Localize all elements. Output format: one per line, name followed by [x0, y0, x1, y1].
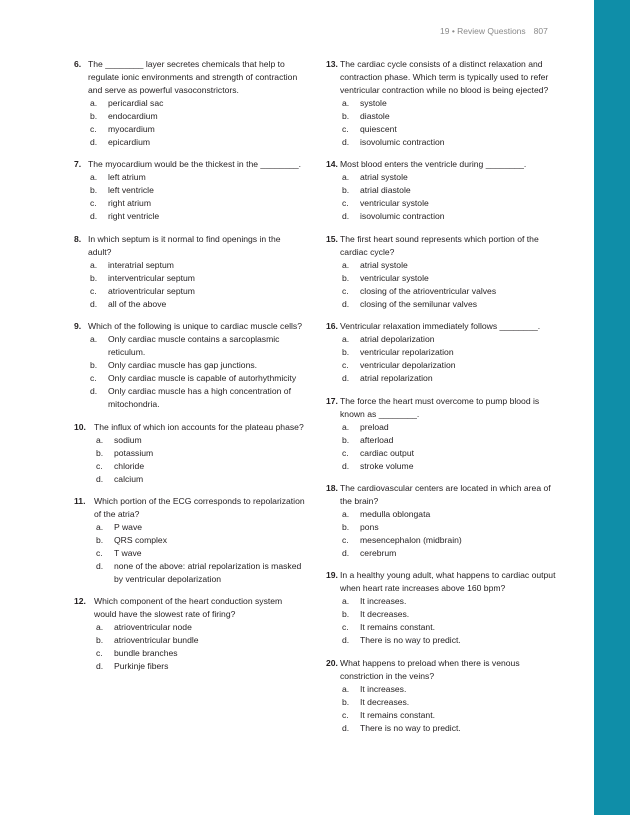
question-stem — [326, 158, 560, 171]
option-letter: d. — [90, 137, 98, 147]
answer-option — [74, 385, 306, 411]
answer-option — [74, 621, 306, 634]
answer-option — [326, 696, 560, 709]
question-number: 15. — [326, 233, 338, 244]
question-10 — [74, 421, 306, 486]
option-text: isovolumic contraction — [360, 137, 445, 147]
option-letter: d. — [342, 211, 350, 222]
option-letter: a. — [342, 683, 350, 694]
question-text: Which component of the heart conduction system would have the slowest rate of firing? — [94, 596, 283, 620]
option-text: afterload — [360, 434, 394, 445]
answer-option — [74, 447, 306, 460]
question-text: The first heart sound represents which portion of the cardiac cycle? — [340, 233, 539, 257]
answer-option — [326, 333, 560, 346]
answer-option — [74, 634, 306, 647]
answer-option — [74, 521, 306, 534]
option-text: It increases. — [360, 683, 407, 694]
answer-option — [326, 447, 560, 460]
option-text: chloride — [114, 460, 145, 471]
option-text: systole — [360, 98, 387, 108]
question-text: The myocardium would be the thickest in the ________. — [88, 159, 302, 170]
question-20 — [326, 657, 560, 735]
option-letter: c. — [96, 460, 103, 471]
question-number: 19. — [326, 570, 338, 581]
option-letter: a. — [342, 596, 350, 607]
option-letter: a. — [96, 521, 104, 532]
answer-option — [326, 110, 560, 123]
option-text: isovolumic contraction — [360, 211, 445, 222]
option-text: closing of the atrioventricular valves — [360, 285, 497, 296]
question-number: 14. — [326, 159, 338, 170]
answer-option — [74, 547, 306, 560]
answer-option — [74, 372, 306, 385]
left-column — [74, 58, 306, 683]
option-letter: a. — [90, 98, 98, 108]
running-header — [440, 26, 590, 36]
answer-option — [74, 534, 306, 547]
option-letter: a. — [342, 421, 350, 432]
question-stem — [326, 58, 560, 97]
question-number: 18. — [326, 482, 338, 493]
answer-option — [74, 359, 306, 372]
option-letter: d. — [90, 386, 98, 397]
option-text: preload — [360, 421, 389, 432]
answer-option — [74, 136, 306, 149]
option-letter: b. — [90, 360, 98, 371]
question-text: Ventricular relaxation immediately follows ________. — [340, 321, 541, 332]
option-text: all of the above — [108, 298, 167, 309]
question-text: The cardiovascular centers are located in which area of the brain? — [340, 482, 551, 506]
question-number: 12. — [74, 596, 86, 607]
option-text: mesencephalon (midbrain) — [360, 534, 462, 545]
option-letter: a. — [342, 172, 350, 183]
answer-option — [326, 722, 560, 735]
option-text: ventricular depolarization — [360, 360, 456, 371]
option-letter: d. — [90, 298, 98, 309]
option-letter: c. — [342, 198, 349, 209]
option-letter: c. — [90, 373, 97, 384]
question-text: What happens to preload when there is venous constriction in the veins? — [340, 657, 520, 681]
answer-option — [326, 123, 560, 136]
option-text: quiescent — [360, 124, 397, 134]
answer-option — [326, 197, 560, 210]
option-letter: c. — [90, 198, 97, 209]
answer-option — [326, 521, 560, 534]
question-stem — [326, 320, 560, 333]
option-letter: c. — [342, 124, 349, 134]
option-text: epicardium — [108, 137, 151, 147]
question-stem — [326, 395, 560, 421]
question-number: 7. — [74, 159, 82, 170]
option-letter: d. — [342, 722, 350, 733]
option-text: interatrial septum — [108, 259, 174, 270]
answer-option — [326, 285, 560, 298]
answer-option — [74, 560, 306, 586]
option-letter: c. — [342, 360, 349, 371]
option-text: cerebrum — [360, 547, 397, 558]
option-text: It decreases. — [360, 696, 410, 707]
option-letter: c. — [342, 709, 349, 720]
option-letter: b. — [342, 434, 350, 445]
question-13 — [326, 58, 560, 149]
option-text: It remains constant. — [360, 622, 435, 633]
question-17 — [326, 395, 560, 473]
option-text: atrial depolarization — [360, 334, 435, 345]
question-18 — [326, 482, 560, 560]
option-letter: b. — [342, 111, 350, 121]
answer-option — [74, 123, 306, 136]
option-text: ventricular systole — [360, 272, 429, 283]
option-text: stroke volume — [360, 460, 414, 471]
option-letter: b. — [342, 609, 350, 620]
option-letter: d. — [342, 373, 350, 384]
option-text: cardiac output — [360, 447, 414, 458]
answer-option — [326, 460, 560, 473]
answer-option — [326, 434, 560, 447]
answer-option — [74, 460, 306, 473]
option-letter: c. — [342, 285, 349, 296]
question-stem — [74, 158, 306, 171]
option-letter: b. — [342, 272, 350, 283]
question-text: The force the heart must overcome to pump blood is known as ________. — [340, 395, 540, 419]
answer-option — [326, 534, 560, 547]
question-stem — [326, 657, 560, 683]
option-text: P wave — [114, 521, 143, 532]
answer-option — [326, 346, 560, 359]
answer-option — [74, 333, 306, 359]
answer-option — [326, 621, 560, 634]
answer-option — [74, 259, 306, 272]
option-letter: b. — [342, 185, 350, 196]
option-letter: c. — [342, 622, 349, 633]
answer-option — [326, 634, 560, 647]
answer-option — [326, 683, 560, 696]
option-letter: b. — [96, 447, 104, 458]
option-text: right ventricle — [108, 211, 160, 222]
question-stem — [74, 233, 306, 259]
question-stem — [326, 569, 560, 595]
answer-option — [74, 97, 306, 110]
question-number: 17. — [326, 395, 338, 406]
option-text: There is no way to predict. — [360, 722, 461, 733]
option-letter: d. — [342, 298, 350, 309]
question-number: 13. — [326, 59, 338, 69]
question-text: The cardiac cycle consists of a distinct relaxation and contraction phase. Which term is typically used to refer ventricular contraction while no blood is being ejected? — [340, 59, 549, 95]
option-text: ventricular systole — [360, 198, 429, 209]
option-letter: c. — [96, 547, 103, 558]
answer-option — [326, 608, 560, 621]
option-text: QRS complex — [114, 534, 168, 545]
question-stem — [74, 595, 306, 621]
option-text: right atrium — [108, 198, 151, 209]
answer-option — [74, 647, 306, 660]
option-text: Only cardiac muscle has gap junctions. — [108, 360, 258, 371]
question-text: Which portion of the ECG corresponds to repolarization of the atria? — [94, 495, 305, 519]
option-letter: a. — [342, 334, 350, 345]
option-letter: b. — [90, 272, 98, 283]
answer-option — [326, 97, 560, 110]
option-letter: d. — [342, 547, 350, 558]
option-text: There is no way to predict. — [360, 635, 461, 646]
question-number: 10. — [74, 421, 86, 432]
option-text: atrial diastole — [360, 185, 411, 196]
option-letter: b. — [342, 521, 350, 532]
option-letter: b. — [90, 185, 98, 196]
answer-option — [74, 298, 306, 311]
question-number: 6. — [74, 59, 82, 69]
option-letter: b. — [90, 111, 98, 121]
option-letter: a. — [342, 98, 350, 108]
option-text: left atrium — [108, 172, 146, 183]
right-column — [326, 58, 560, 744]
option-text: interventricular septum — [108, 272, 195, 283]
option-letter: b. — [342, 347, 350, 358]
answer-option — [74, 197, 306, 210]
answer-option — [74, 473, 306, 486]
answer-option — [74, 434, 306, 447]
option-letter: d. — [96, 560, 104, 571]
answer-option — [326, 136, 560, 149]
answer-option — [326, 171, 560, 184]
option-letter: a. — [342, 259, 350, 270]
option-letter: a. — [96, 622, 104, 633]
option-letter: a. — [90, 172, 98, 183]
option-letter: a. — [90, 259, 98, 270]
question-14 — [326, 158, 560, 223]
answer-option — [326, 210, 560, 223]
option-text: sodium — [114, 434, 142, 445]
option-letter: c. — [90, 285, 97, 296]
option-letter: a. — [90, 334, 98, 345]
option-text: Only cardiac muscle is capable of autorhythmicity — [108, 373, 297, 384]
option-letter: d. — [96, 661, 104, 672]
question-number: 8. — [74, 233, 82, 244]
option-text: atrioventricular bundle — [114, 635, 199, 646]
question-number: 11. — [74, 495, 86, 506]
question-stem — [74, 421, 306, 434]
answer-option — [74, 660, 306, 673]
answer-option — [74, 184, 306, 197]
question-15 — [326, 233, 560, 311]
option-letter: d. — [342, 137, 350, 147]
question-stem — [326, 482, 560, 508]
option-text: potassium — [114, 447, 154, 458]
section-title: 19 • Review Questions — [440, 26, 526, 36]
question-text: Which of the following is unique to cardiac muscle cells? — [88, 321, 302, 332]
question-text: The influx of which ion accounts for the plateau phase? — [94, 421, 304, 432]
question-9 — [74, 320, 306, 411]
option-text: Purkinje fibers — [114, 661, 169, 672]
option-text: none of the above: atrial repolarization is masked by ventricular depolarization — [114, 560, 302, 584]
option-text: atrial systole — [360, 172, 408, 183]
answer-option — [326, 421, 560, 434]
option-text: atrioventricular septum — [108, 285, 195, 296]
option-letter: a. — [96, 434, 104, 445]
answer-option — [326, 508, 560, 521]
question-number: 9. — [74, 321, 82, 332]
question-7 — [74, 158, 306, 223]
question-text: In which septum is it normal to find openings in the adult? — [88, 233, 281, 257]
option-text: medulla oblongata — [360, 508, 431, 519]
page-number: 807 — [533, 26, 548, 36]
question-text: In a healthy young adult, what happens to cardiac output when heart rate increases above 160 bpm? — [340, 570, 556, 594]
answer-option — [326, 184, 560, 197]
question-stem — [74, 320, 306, 333]
answer-option — [326, 595, 560, 608]
answer-option — [326, 547, 560, 560]
question-number: 20. — [326, 657, 338, 668]
question-8 — [74, 233, 306, 311]
option-text: pericardial sac — [108, 98, 164, 108]
option-text: closing of the semilunar valves — [360, 298, 478, 309]
side-color-bar — [594, 0, 630, 815]
option-text: It remains constant. — [360, 709, 435, 720]
question-16 — [326, 320, 560, 385]
question-stem — [326, 233, 560, 259]
question-stem — [74, 58, 306, 97]
answer-option — [326, 709, 560, 722]
option-letter: d. — [90, 211, 98, 222]
option-letter: d. — [342, 460, 350, 471]
option-letter: b. — [96, 635, 104, 646]
option-text: T wave — [114, 547, 142, 558]
answer-option — [326, 372, 560, 385]
option-text: calcium — [114, 473, 144, 484]
option-text: atrial repolarization — [360, 373, 433, 384]
option-letter: b. — [96, 534, 104, 545]
answer-option — [74, 285, 306, 298]
option-text: It decreases. — [360, 609, 410, 620]
answer-option — [74, 110, 306, 123]
option-letter: a. — [342, 508, 350, 519]
answer-option — [326, 272, 560, 285]
answer-option — [326, 298, 560, 311]
option-text: left ventricle — [108, 185, 154, 196]
option-letter: c. — [90, 124, 97, 134]
option-letter: d. — [96, 473, 104, 484]
option-letter: c. — [96, 648, 103, 659]
question-6 — [74, 58, 306, 149]
answer-option — [74, 272, 306, 285]
option-text: bundle branches — [114, 648, 178, 659]
option-text: myocardium — [108, 124, 155, 134]
option-text: Only cardiac muscle contains a sarcoplasmic reticulum. — [108, 334, 280, 358]
question-text: The ________ layer secretes chemicals that help to regulate ionic environments and strength of contraction and serve as powerful vasoconstrictors. — [88, 59, 298, 95]
question-12 — [74, 595, 306, 673]
answer-option — [326, 359, 560, 372]
option-text: pons — [360, 521, 379, 532]
answer-option — [326, 259, 560, 272]
question-number: 16. — [326, 321, 338, 332]
option-text: diastole — [360, 111, 390, 121]
option-text: It increases. — [360, 596, 407, 607]
option-text: Only cardiac muscle has a high concentration of mitochondria. — [108, 386, 291, 410]
option-text: atrial systole — [360, 259, 408, 270]
question-text: Most blood enters the ventricle during ________. — [340, 159, 527, 170]
option-letter: c. — [342, 447, 349, 458]
answer-option — [74, 210, 306, 223]
option-letter: d. — [342, 635, 350, 646]
option-letter: c. — [342, 534, 349, 545]
option-letter: b. — [342, 696, 350, 707]
option-text: endocardium — [108, 111, 158, 121]
answer-option — [74, 171, 306, 184]
option-text: atrioventricular node — [114, 622, 192, 633]
option-text: ventricular repolarization — [360, 347, 454, 358]
question-stem — [74, 495, 306, 521]
question-19 — [326, 569, 560, 647]
question-11 — [74, 495, 306, 586]
